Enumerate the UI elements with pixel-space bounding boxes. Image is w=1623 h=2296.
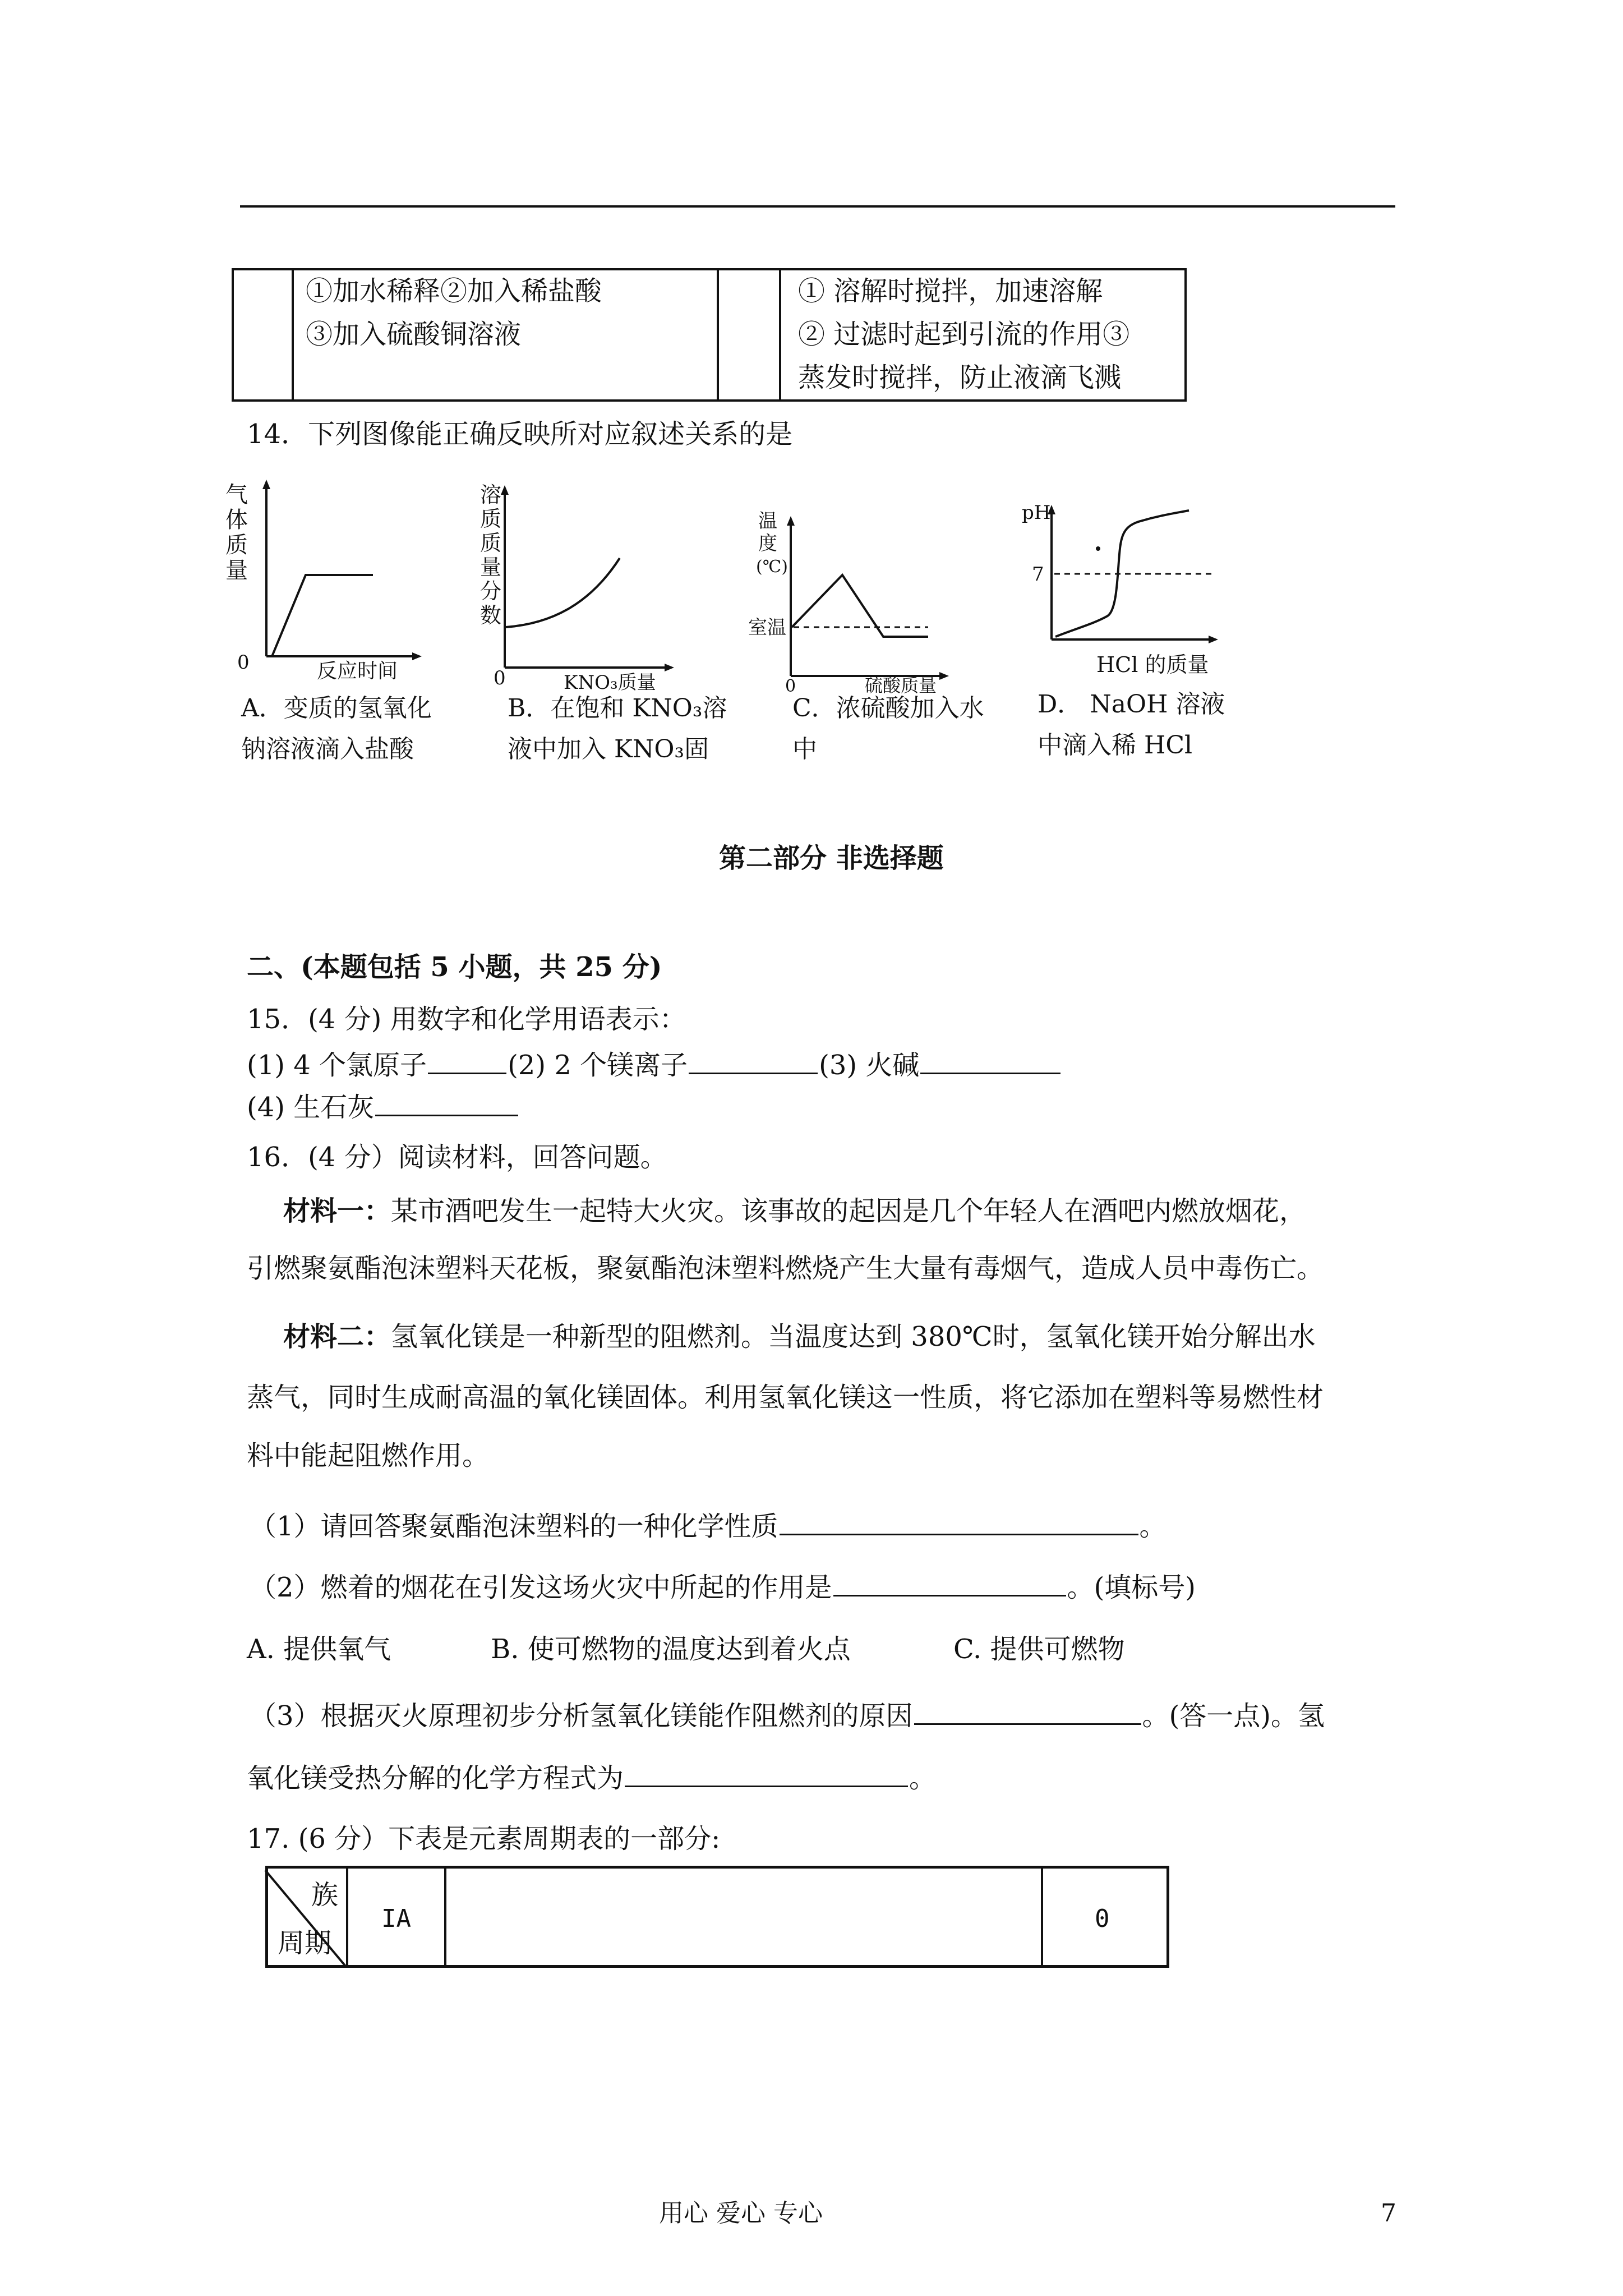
graph-a-y-char: 质 (225, 532, 248, 558)
graph-d-caption: D． NaOH 溶液 (1038, 690, 1225, 719)
graph-c-ref-label: 室温 (748, 616, 786, 639)
top-table-right-line: ① 溶解时搅拌，加速溶解 (798, 275, 1103, 307)
graph-b-origin: 0 (494, 667, 506, 689)
graph-c-y-char: 温 (758, 510, 777, 532)
top-table-divider (779, 268, 781, 402)
top-table-left-line: ③加入硫酸铜溶液 (306, 319, 522, 350)
graph-a-x-label: 反应时间 (317, 660, 398, 683)
graph-c-y-char: 度 (758, 532, 777, 555)
periodic-table-divider (1041, 1866, 1043, 1968)
q16-option-b: B. 使可燃物的温度达到着火点 (491, 1634, 851, 1665)
graph-c-y-label (756, 510, 788, 577)
top-table-right-line: 蒸发时搅拌，防止液滴飞溅 (798, 362, 1122, 393)
q15-item: (3) 火碱 (819, 1050, 920, 1081)
top-table-left-line: ①加水稀释②加入稀盐酸 (306, 275, 602, 307)
graph-b-y-char: 分 (480, 579, 502, 604)
graph-a-origin: 0 (237, 651, 250, 674)
periodic-table-col-ia: IA (381, 1904, 411, 1933)
graph-b-y-char: 溶 (480, 482, 502, 507)
q16-sub3-blank[interactable] (914, 1697, 1141, 1725)
graph-c-caption: 中 (792, 735, 817, 763)
q15-item: (1) 4 个氯原子 (247, 1050, 427, 1081)
graph-b-y-char: 质 (480, 531, 502, 555)
q16-sub3-line2-text: 氧化镁受热分解的化学方程式为 (247, 1763, 624, 1794)
material1-label: 材料一： (283, 1195, 391, 1227)
q14-stem: 14．下列图像能正确反映所对应叙述关系的是 (247, 418, 793, 450)
periodic-table-divider (444, 1866, 446, 1968)
periodic-table-header-group: 族 (311, 1879, 339, 1911)
graph-a-caption: A．变质的氢氧化 (241, 694, 432, 723)
q16-sub3 (250, 1697, 1325, 1733)
material2-text: 氢氧化镁是一种新型的阻燃剂。当温度达到 380℃时，氢氧化镁开始分解出水 (391, 1321, 1316, 1352)
graph-b-y-label (480, 482, 501, 628)
graph-b-y-char: 质 (480, 507, 502, 531)
q16-sub2-blank[interactable] (833, 1569, 1066, 1596)
q16-material2-line3: 料中能起阻燃作用。 (247, 1440, 490, 1471)
q16-option-a: A. 提供氧气 (247, 1634, 391, 1665)
q15-answer-blank[interactable] (689, 1047, 818, 1074)
material1-text: 某市酒吧发生一起特大火灾。该事故的起因是几个年轻人在酒吧内燃放烟花， (391, 1195, 1307, 1227)
graph-c-caption: C．浓硫酸加入水 (792, 694, 984, 723)
graph-a-caption: 钠溶液滴入盐酸 (241, 735, 414, 763)
graph-b-y-char: 数 (480, 603, 502, 628)
graph-b-x-label: KNO₃质量 (564, 671, 656, 694)
graph-c-y-char: (℃) (756, 557, 788, 577)
q16-stem: 16．(4 分）阅读材料，回答问题。 (247, 1142, 667, 1173)
graph-b-y-char: 量 (480, 555, 502, 579)
q16-option-c: C. 提供可燃物 (953, 1634, 1125, 1665)
q16-sub1 (250, 1508, 1166, 1543)
q16-sub3-end: 。(答一点)。氢 (1142, 1700, 1325, 1732)
graph-d-caption: 中滴入稀 HCl (1038, 731, 1193, 760)
q15-answer-blank[interactable] (920, 1047, 1061, 1074)
graph-a-y-char: 体 (225, 507, 248, 533)
q16-sub3-line2 (247, 1760, 936, 1795)
q15-stem: 15．(4 分) 用数字和化学用语表示： (247, 1004, 686, 1035)
graph-b-caption: B．在饱和 KNO₃溶 (508, 694, 727, 723)
graph-a-y-label (225, 482, 248, 583)
q16-sub2-text: （2）燃着的烟花在引发这场火灾中所起的作用是 (250, 1572, 832, 1603)
graph-b-caption: 液中加入 KNO₃固 (508, 735, 709, 763)
graph-d-x-label: HCl 的质量 (1096, 652, 1209, 677)
q16-sub1-blank[interactable] (780, 1508, 1138, 1535)
q16-sub3-line2-end: 。 (909, 1763, 937, 1794)
periodic-table-col-0: 0 (1095, 1904, 1110, 1933)
graph-d-ref-label: 7 (1032, 563, 1044, 586)
periodic-table-header-period: 周期 (278, 1927, 332, 1959)
q15-row2 (247, 1089, 519, 1124)
q15-item: (2) 2 个镁离子 (508, 1050, 688, 1081)
q17-stem: 17. (6 分）下表是元素周期表的一部分: (247, 1823, 721, 1855)
part2-title: 第二部分 非选择题 (719, 843, 944, 874)
q15-answer-blank[interactable] (375, 1089, 518, 1116)
header-rule (240, 205, 1395, 208)
graph-d (1009, 494, 1245, 696)
q16-sub3-text: （3）根据灭火原理初步分析氢氧化镁能作阻燃剂的原因 (250, 1700, 913, 1732)
top-table-divider (292, 268, 294, 402)
footer-text: 用心 爱心 专心 (659, 2199, 823, 2228)
q16-sub1-end: 。 (1139, 1511, 1166, 1542)
graph-a-y-char: 量 (225, 558, 248, 583)
q16-sub2 (250, 1569, 1196, 1604)
graph-c-origin: 0 (785, 677, 796, 696)
q16-material1-line2: 引燃聚氨酯泡沫塑料天花板，聚氨酯泡沫塑料燃烧产生大量有毒烟气，造成人员中毒伤亡。 (247, 1253, 1324, 1284)
section2-title: 二、(本题包括 5 小题，共 25 分) (247, 951, 662, 983)
top-table-divider (717, 268, 719, 402)
q15-item: (4) 生石灰 (247, 1092, 375, 1123)
material2-label: 材料二： (283, 1321, 391, 1352)
top-table-right-line: ② 过滤时起到引流的作用③ (798, 319, 1130, 350)
q16-material1-line1 (283, 1195, 1306, 1228)
graph-a-y-char: 气 (225, 482, 248, 508)
q16-sub1-text: （1）请回答聚氨酯泡沫塑料的一种化学性质 (250, 1511, 778, 1542)
graph-a (213, 471, 437, 684)
graph-b (477, 477, 701, 696)
graph-c-x-label: 硫酸质量 (865, 675, 937, 696)
q16-material2-line2: 蒸气，同时生成耐高温的氧化镁固体。利用氢氧化镁这一性质，将它添加在塑料等易燃性材 (247, 1382, 1324, 1413)
page-number: 7 (1381, 2199, 1396, 2228)
q15-row1 (247, 1047, 1062, 1082)
q16-equation-blank[interactable] (625, 1760, 908, 1787)
graph-c (740, 505, 976, 696)
graph-d-y-label: pH (1022, 501, 1051, 524)
q16-material2-line1 (283, 1321, 1316, 1354)
q15-answer-blank[interactable] (428, 1047, 506, 1074)
q16-sub2-end: 。(填标号) (1067, 1572, 1196, 1603)
